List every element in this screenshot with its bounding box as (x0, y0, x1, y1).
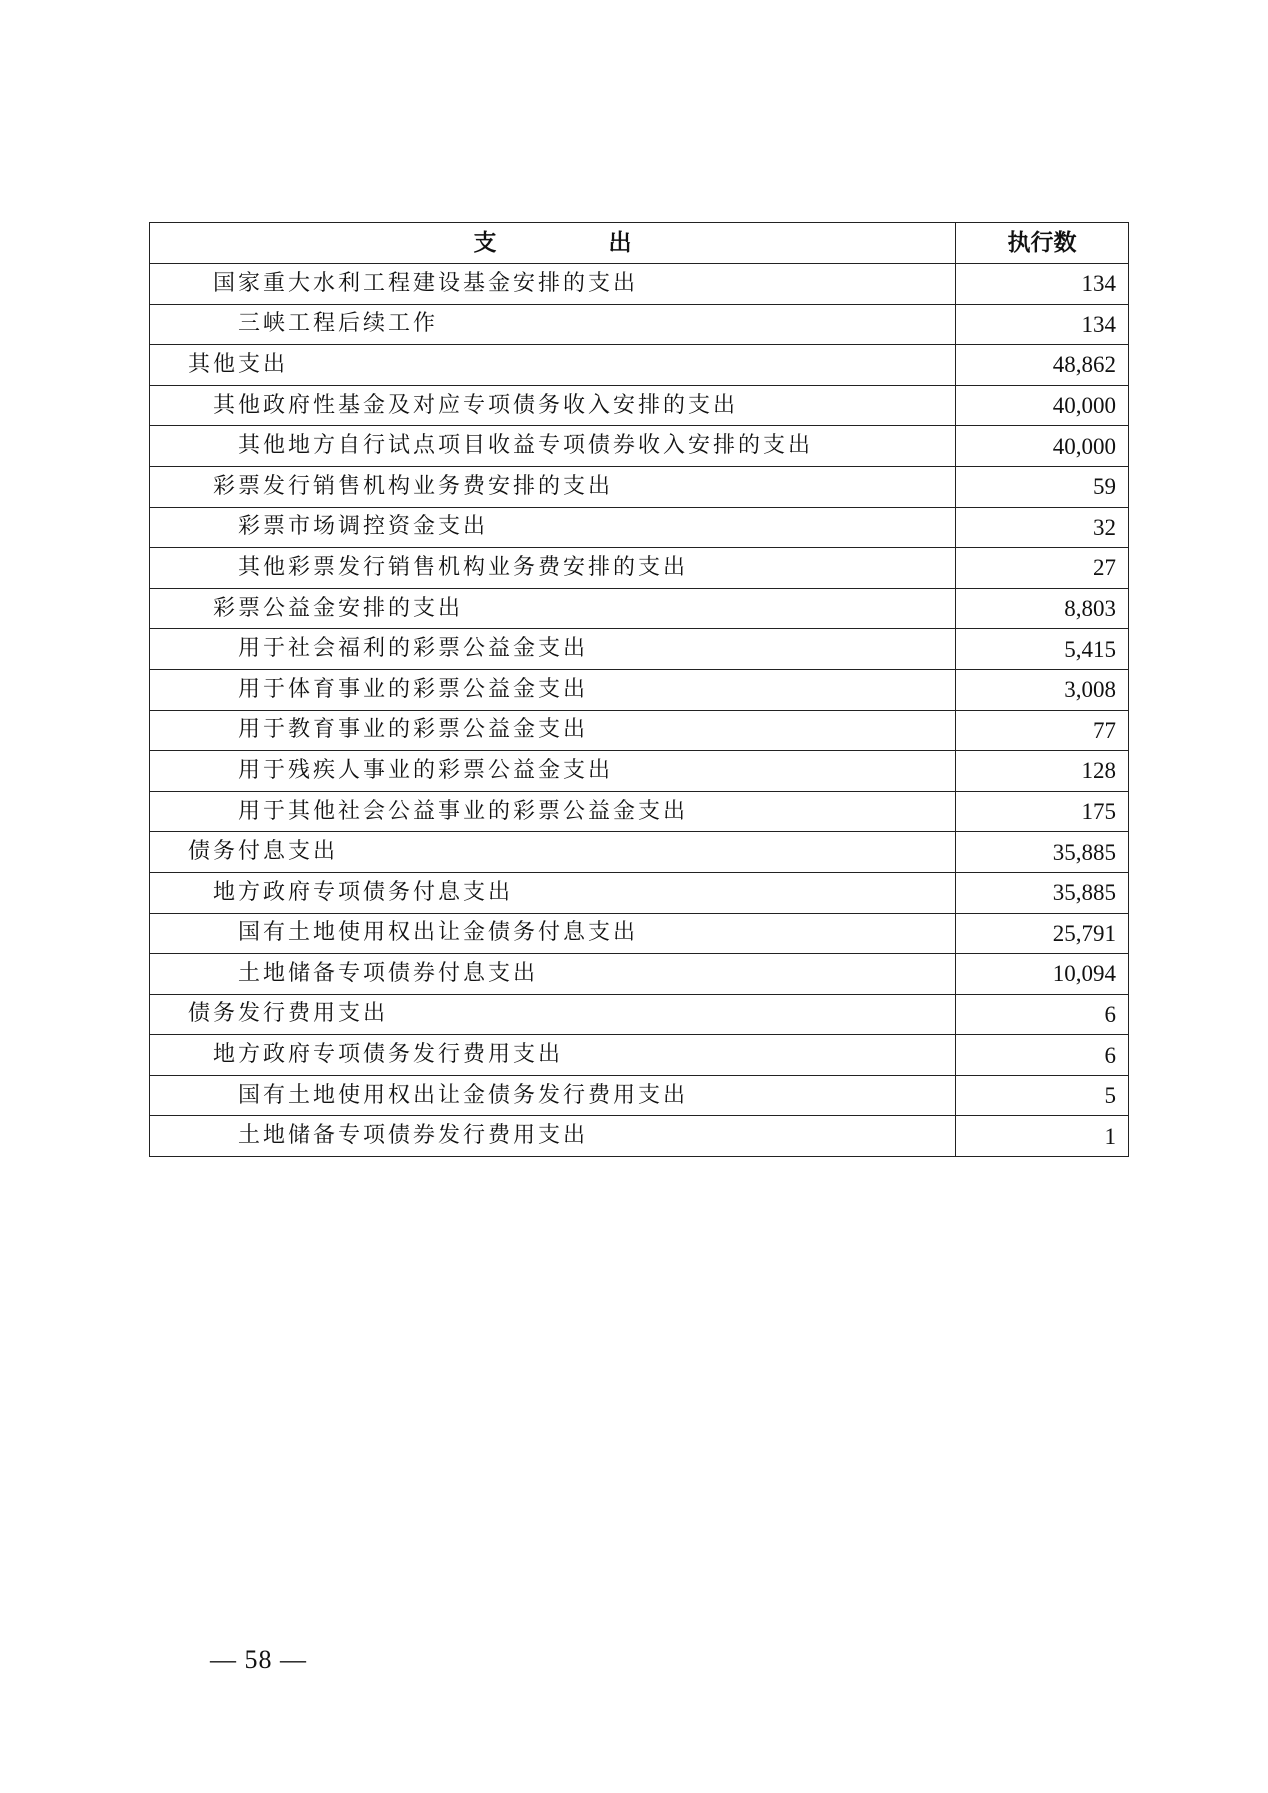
row-item-name: 土地储备专项债券付息支出 (150, 954, 956, 995)
row-item-name: 国有土地使用权出让金债务发行费用支出 (150, 1075, 956, 1116)
table-row (150, 304, 1129, 345)
row-item-value: 40,000 (956, 385, 1129, 426)
row-item-name: 国家重大水利工程建设基金安排的支出 (150, 264, 956, 305)
row-item-name: 国有土地使用权出让金债务付息支出 (150, 913, 956, 954)
table-row (150, 264, 1129, 305)
row-item-value: 1 (956, 1116, 1129, 1157)
table-row (150, 791, 1129, 832)
table-row (150, 1035, 1129, 1076)
row-item-value: 5,415 (956, 629, 1129, 670)
row-item-name: 用于教育事业的彩票公益金支出 (150, 710, 956, 751)
row-item-name: 彩票市场调控资金支出 (150, 507, 956, 548)
table-row (150, 669, 1129, 710)
header-expenditure-right: 出 (608, 229, 632, 256)
table-row (150, 872, 1129, 913)
row-item-name: 用于残疾人事业的彩票公益金支出 (150, 751, 956, 792)
table-row (150, 426, 1129, 467)
row-item-name: 地方政府专项债务发行费用支出 (150, 1035, 956, 1076)
table-row (150, 345, 1129, 386)
row-item-value: 6 (956, 994, 1129, 1035)
row-item-name: 用于社会福利的彩票公益金支出 (150, 629, 956, 670)
header-executed-amount: 执行数 (956, 223, 1129, 264)
row-item-name: 债务付息支出 (150, 832, 956, 873)
table-row (150, 385, 1129, 426)
table-row (150, 913, 1129, 954)
row-item-name: 三峡工程后续工作 (150, 304, 956, 345)
table-header-row (150, 223, 1129, 264)
table-row (150, 507, 1129, 548)
row-item-value: 5 (956, 1075, 1129, 1116)
row-item-value: 8,803 (956, 588, 1129, 629)
row-item-name: 其他支出 (150, 345, 956, 386)
table-row (150, 1075, 1129, 1116)
table-row (150, 588, 1129, 629)
table-row (150, 466, 1129, 507)
row-item-value: 128 (956, 751, 1129, 792)
row-item-value: 25,791 (956, 913, 1129, 954)
row-item-value: 134 (956, 264, 1129, 305)
expenditure-table (149, 222, 1129, 1157)
row-item-value: 77 (956, 710, 1129, 751)
row-item-name: 彩票发行销售机构业务费安排的支出 (150, 466, 956, 507)
row-item-value: 6 (956, 1035, 1129, 1076)
header-expenditure-left: 支 (473, 229, 497, 256)
row-item-name: 其他地方自行试点项目收益专项债券收入安排的支出 (150, 426, 956, 467)
table-row (150, 751, 1129, 792)
table-row (150, 994, 1129, 1035)
table-row (150, 629, 1129, 670)
row-item-name: 土地储备专项债券发行费用支出 (150, 1116, 956, 1157)
table-row (150, 954, 1129, 995)
row-item-value: 10,094 (956, 954, 1129, 995)
table-row (150, 548, 1129, 589)
row-item-value: 48,862 (956, 345, 1129, 386)
row-item-name: 其他政府性基金及对应专项债务收入安排的支出 (150, 385, 956, 426)
table-row (150, 710, 1129, 751)
row-item-value: 35,885 (956, 872, 1129, 913)
page-number: — 58 — (210, 1645, 307, 1674)
row-item-name: 用于其他社会公益事业的彩票公益金支出 (150, 791, 956, 832)
row-item-value: 27 (956, 548, 1129, 589)
row-item-value: 32 (956, 507, 1129, 548)
row-item-name: 其他彩票发行销售机构业务费安排的支出 (150, 548, 956, 589)
header-expenditure (150, 223, 956, 264)
row-item-value: 40,000 (956, 426, 1129, 467)
table-row (150, 1116, 1129, 1157)
row-item-name: 用于体育事业的彩票公益金支出 (150, 669, 956, 710)
table-row (150, 832, 1129, 873)
row-item-name: 彩票公益金安排的支出 (150, 588, 956, 629)
row-item-value: 35,885 (956, 832, 1129, 873)
row-item-value: 59 (956, 466, 1129, 507)
table-body (150, 264, 1129, 1157)
row-item-value: 134 (956, 304, 1129, 345)
row-item-name: 债务发行费用支出 (150, 994, 956, 1035)
row-item-value: 175 (956, 791, 1129, 832)
row-item-value: 3,008 (956, 669, 1129, 710)
row-item-name: 地方政府专项债务付息支出 (150, 872, 956, 913)
